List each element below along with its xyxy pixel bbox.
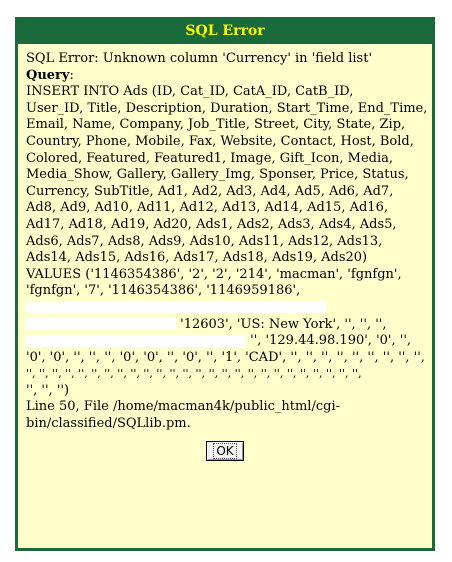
ok-button[interactable] — [206, 441, 243, 461]
query-line: Media_Show, Gallery, Gallery_Img, Sponser, Price, Status, — [26, 167, 409, 183]
sql-error-dialog — [15, 17, 435, 551]
query-line: Colored, Featured, Featured1, Image, Gift_Icon, Media, — [26, 150, 394, 166]
query-line: Ads6, Ads7, Ads8, Ads9, Ads10, Ads11, Ads12, Ads13, — [26, 233, 383, 249]
line-info-2: bin/classified/SQLlib.pm. — [26, 416, 191, 432]
query-line: User_ID, Title, Description, Duration, Start_Time, End_Time, — [26, 100, 428, 116]
query-line: 'fgnfgn', '7', '1146354386', '1146959186', — [26, 283, 301, 299]
query-line-tail: '', '129.44.98.190', '0', '', — [250, 333, 412, 349]
query-line: Ad8, Ad9, Ad10, Ad11, Ad12, Ad13, Ad14, Ad15, Ad16, — [26, 200, 388, 216]
query-line: '0', '0', '', '', '', '0', '0', '', '0', '', '1', 'CAD', '', '', '', '', '', '', '', '', '', — [26, 349, 425, 365]
button-row — [26, 441, 424, 461]
query-line: Ads14, Ads15, Ads16, Ads17, Ads18, Ads19, Ads20) — [26, 250, 368, 266]
redaction-block — [26, 318, 176, 330]
redaction-block — [26, 301, 326, 313]
query-line: Country, Phone, Mobile, Fax, Website, Contact, Host, Bold, — [26, 133, 414, 149]
ok-button-label: OK — [213, 443, 236, 459]
query-label: Query — [26, 67, 70, 83]
query-heading: Query: — [26, 67, 74, 83]
query-line: '', '', '', '', '', '', '', '', '', '', '', '', '', '', '', '', '', '', '', '', '', '', '', '', '', '', — [26, 367, 362, 381]
line-info — [26, 399, 424, 432]
query-line: Ad17, Ad18, Ad19, Ad20, Ads1, Ads2, Ads3, Ads4, Ads5, — [26, 216, 397, 232]
error-message: SQL Error: Unknown column 'Currency' in 'field list' — [26, 51, 373, 66]
query-line: '', '', '') — [26, 382, 70, 398]
query-line-tail: '12603', 'US: New York', '', '', '', — [180, 316, 387, 332]
redacted-query-line — [26, 300, 424, 317]
query-line: Currency, SubTitle, Ad1, Ad2, Ad3, Ad4, Ad5, Ad6, Ad7, — [26, 183, 394, 199]
redaction-block — [26, 335, 246, 347]
dialog-content — [18, 44, 432, 461]
sql-query — [26, 84, 428, 399]
redacted-query-line — [26, 317, 424, 334]
query-line: Email, Name, Company, Job_Title, Street, City, State, Zip, — [26, 117, 406, 133]
dialog-title: SQL Error — [18, 20, 432, 44]
redacted-query-line — [26, 333, 424, 350]
query-line: VALUES ('1146354386', '2', '2', '214', 'macman', 'fgnfgn', — [26, 266, 402, 282]
line-info-1: Line 50, File /home/macman4k/public_html/cgi- — [26, 399, 340, 415]
query-line: INSERT INTO Ads (ID, Cat_ID, CatA_ID, CatB_ID, — [26, 84, 354, 100]
